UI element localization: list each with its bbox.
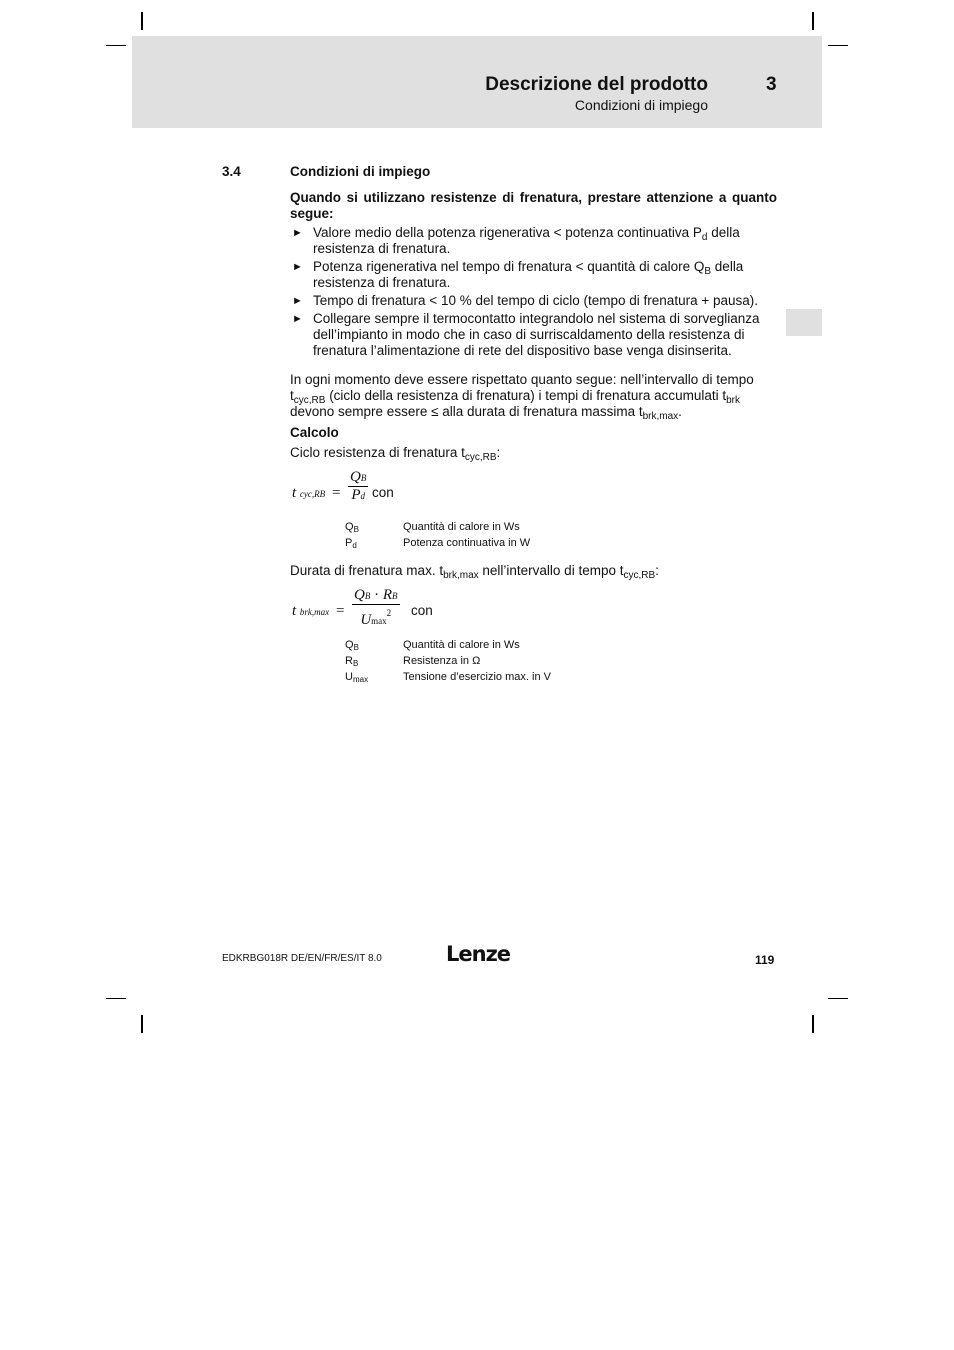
bullet-arrow-icon: ► — [292, 295, 303, 307]
list-item: ► Potenza rigenerativa nel tempo di frenatura < quantità di calore $Q_B$ della resistenza di frenatura. — [292, 259, 744, 290]
header-band — [132, 36, 822, 128]
footer-doc-id: EDKRBG018R DE/EN/FR/ES/IT 8.0 — [222, 953, 382, 964]
legend-row: $U_{max}$ Tensione d’esercizio max. in V — [345, 671, 551, 684]
crop-mark — [141, 1015, 143, 1033]
crop-mark — [106, 45, 126, 46]
chapter-title: Descrizione del prodotto — [485, 74, 708, 95]
main-content — [290, 190, 777, 685]
legend-row: $P_d$ Potenza continuativa in W — [345, 537, 531, 550]
bullet-arrow-icon: ► — [292, 261, 303, 273]
crop-mark — [812, 12, 814, 30]
intro-text: Quando si utilizzano resistenze di frenatura, prestare attenzione a quanto segue: — [290, 190, 777, 221]
formula-fraction: QB · RB Umax$^2$ — [354, 587, 398, 628]
formula-con: con — [411, 603, 433, 618]
bullet-arrow-icon: ► — [292, 313, 303, 325]
legend-brake — [345, 637, 777, 685]
legend-row: $Q_B$ Quantità di calore in Ws — [345, 521, 520, 534]
crop-mark — [141, 12, 143, 30]
bullet-arrow-icon: ► — [292, 227, 303, 239]
list-item: ► Valore medio della potenza rigenerativa < potenza continuativa $P_d$ della resistenza di frenatura. — [292, 225, 740, 256]
legend-cycle — [345, 519, 777, 551]
formula-con: con — [372, 485, 394, 500]
legend-row: $Q_B$ Quantità di calore in Ws — [345, 639, 520, 652]
list-item: ► Tempo di frenatura < 10 % del tempo di ciclo (tempo di frenatura + pausa). — [292, 293, 758, 308]
crop-mark — [812, 1015, 814, 1033]
formula-lhs: t cyc,RB — [292, 485, 326, 501]
crop-mark — [106, 998, 126, 999]
formula-cycle-time — [290, 469, 777, 513]
lenze-logo: Lenze — [446, 942, 511, 966]
formula-lhs: t brk,max — [292, 603, 330, 619]
crop-mark — [828, 998, 848, 999]
formula-equals: = — [332, 485, 341, 501]
list-item: ► Collegare sempre il termocontatto integrandolo nel sistema di sorveglianza dell’impianto in modo che in caso di surriscaldamento della resistenza di frenatura l’alimentazione di rete del dispositivo base venga disinserita. — [292, 311, 760, 358]
calc-heading: Calcolo — [290, 425, 339, 440]
section-title: Condizioni di impiego — [290, 164, 431, 179]
duration-label: Durata di frenatura max. $t_{brk,max}$ nell’intervallo di tempo $t_{cyc,RB}$: — [290, 563, 659, 581]
legend-row: $R_B$ Resistenza in Ω — [345, 655, 481, 668]
section-number: 3.4 — [222, 164, 241, 179]
cycle-label: Ciclo resistenza di frenatura $t_{cyc,RB}$: — [290, 445, 501, 463]
chapter-subtitle: Condizioni di impiego — [574, 97, 708, 113]
formula-equals: = — [336, 603, 345, 619]
bullet-list — [290, 225, 777, 359]
chapter-side-tab — [786, 309, 822, 336]
formula-brake-time — [290, 587, 777, 631]
condition-paragraph: In ogni momento deve essere rispettato quanto segue: nell’intervallo di tempo $t_{cyc,RB}$ (ciclo della resistenza di frenatura) i tempi di frenatura accumulati $t_{brk}$ devono sempre essere ≤ alla durata di frenatura massima $t_{brk,max}$. — [290, 372, 754, 422]
crop-mark — [828, 45, 848, 46]
page-number: 119 — [755, 953, 775, 967]
formula-fraction: $\frac{QB}{Pd}$ — [350, 469, 367, 503]
chapter-number: 3 — [766, 74, 777, 95]
